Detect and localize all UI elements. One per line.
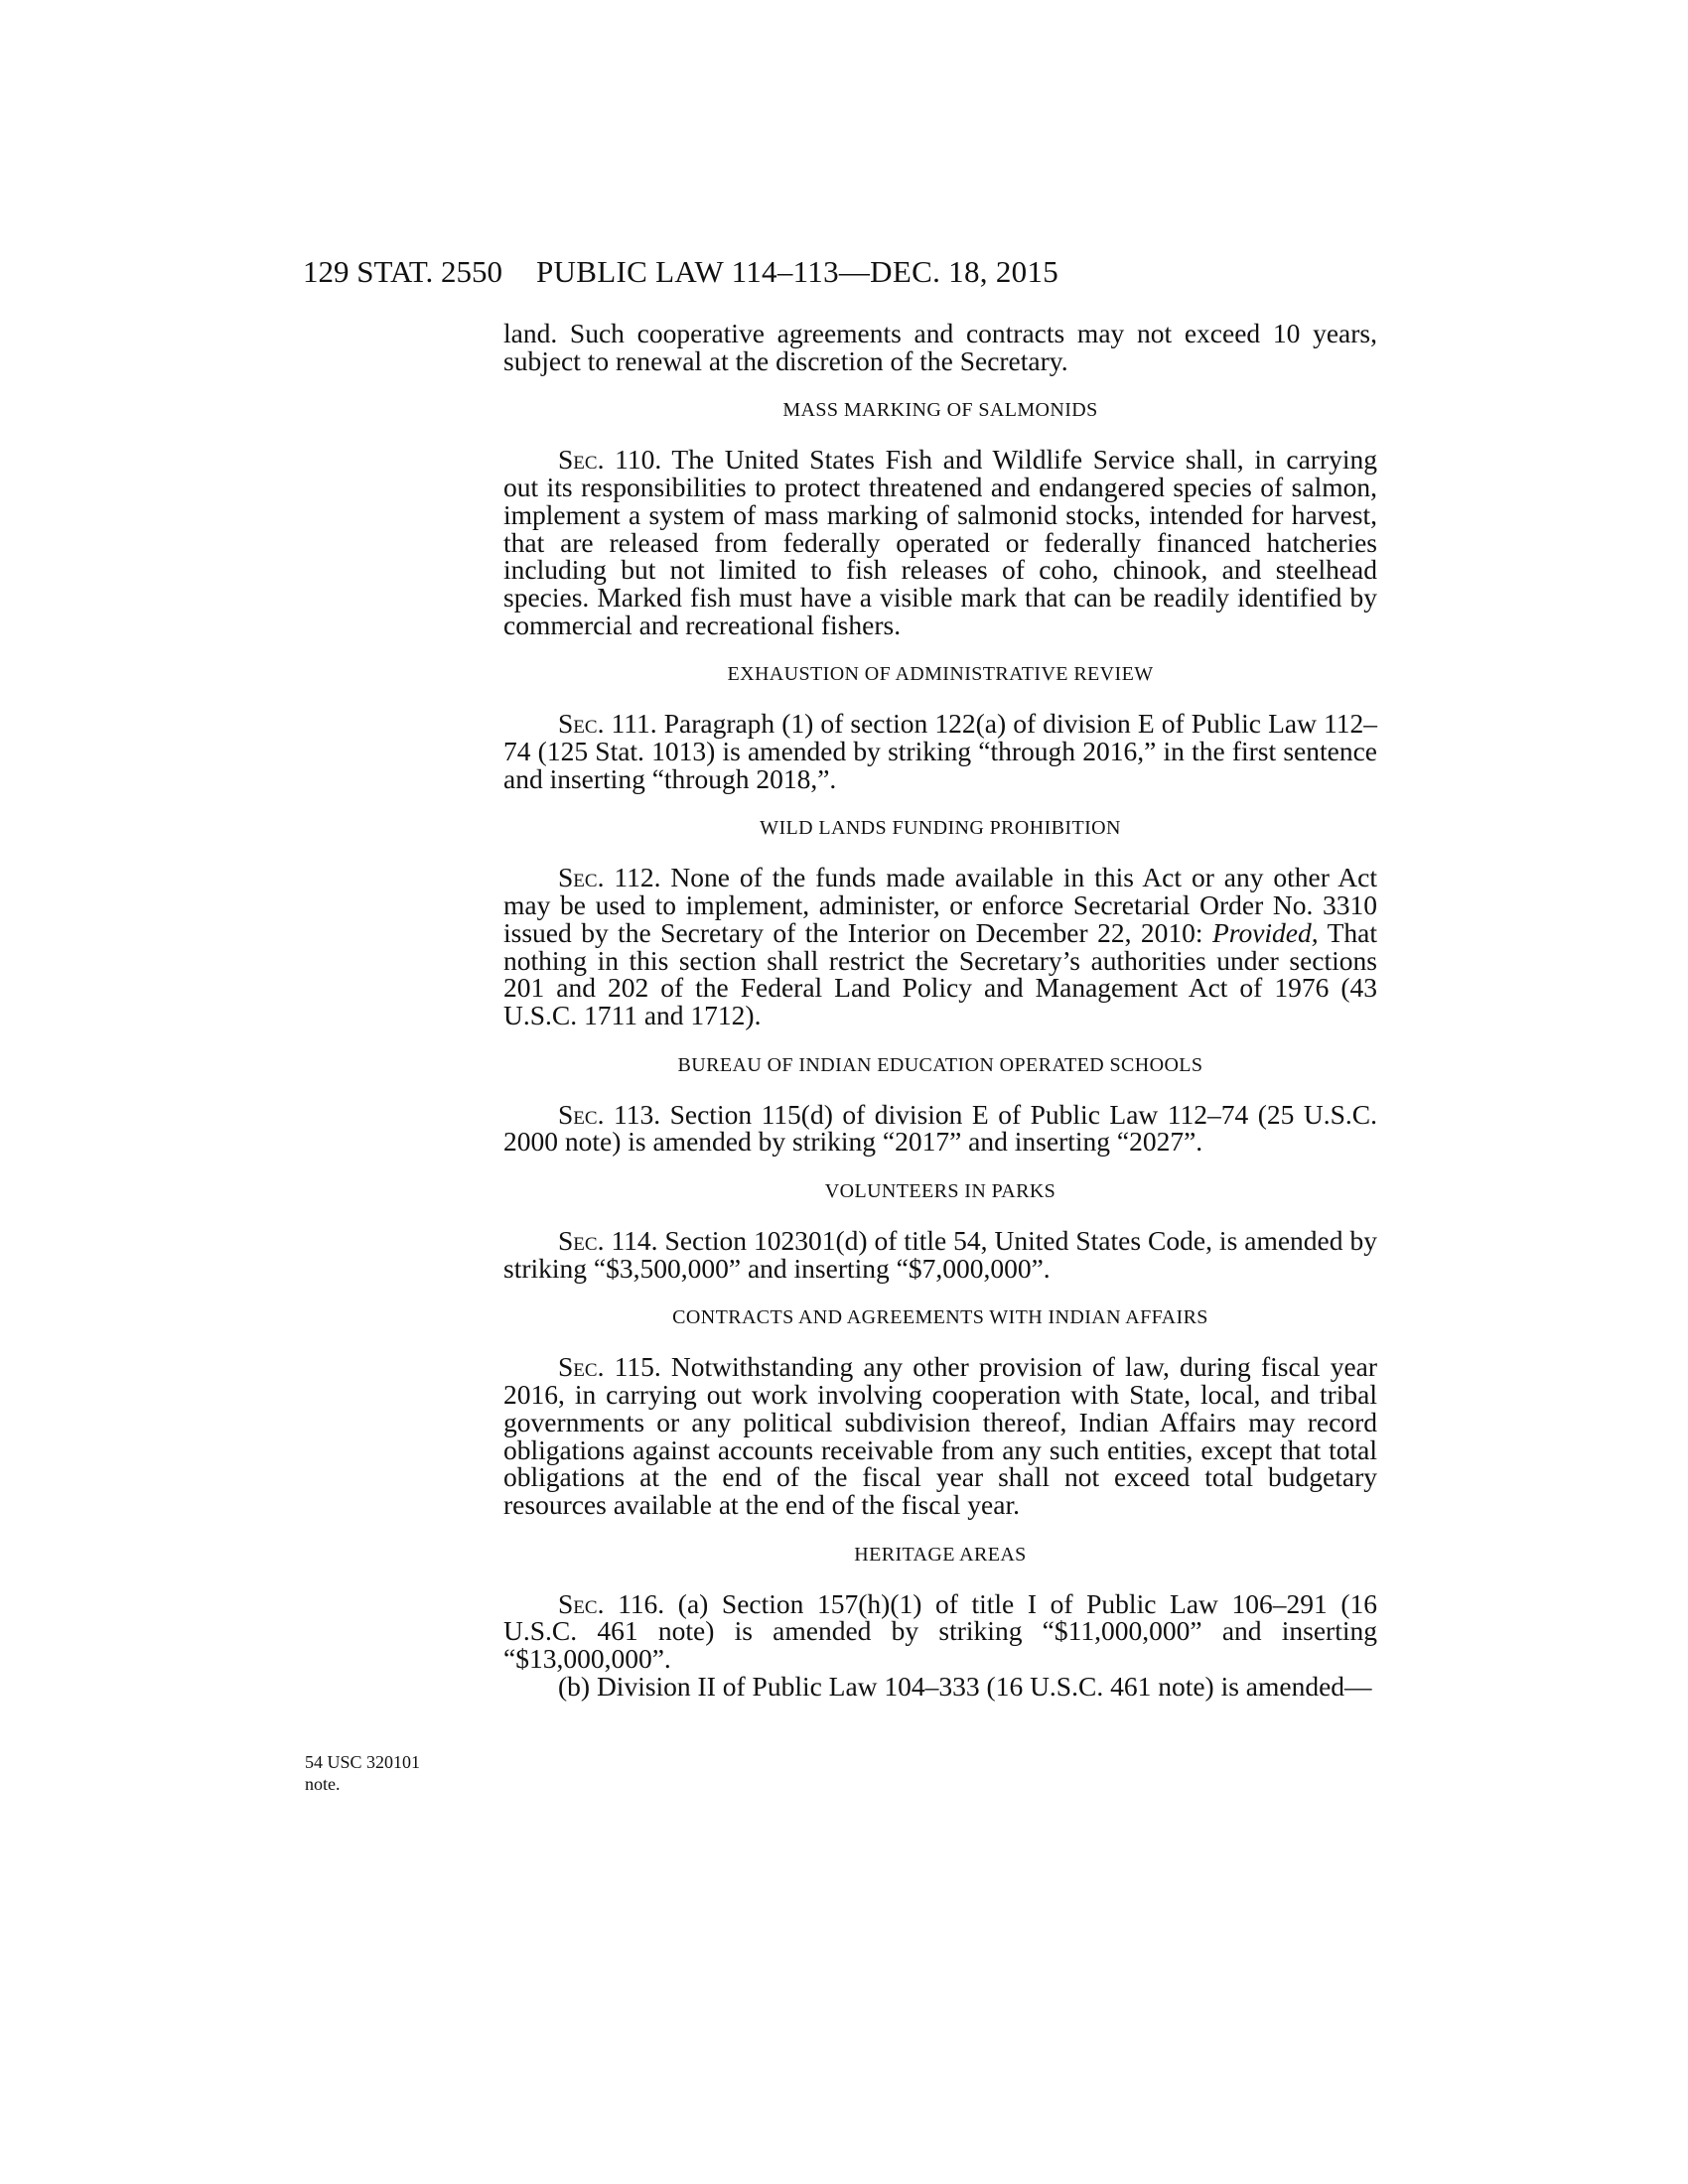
section-114-paragraph <box>503 1227 1377 1282</box>
section-113-paragraph <box>503 1098 1378 1158</box>
section-number: 113. <box>613 1098 661 1130</box>
section-heading-115: CONTRACTS AND AGREEMENTS WITH INDIAN AFFAIRS <box>672 1306 1208 1329</box>
section-text: None of the funds made available in this Act or any other Act may be used to implement, administer, or enforce Secretarial Order No. 3310 issued by the Secretary of the Interior on December 22, 2010: <box>503 862 1378 948</box>
section-label: Sec. <box>558 1098 605 1130</box>
section-heading-110: MASS MARKING OF SALMONIDS <box>782 399 1098 422</box>
section-heading-114: VOLUNTEERS IN PARKS <box>824 1180 1056 1203</box>
section-111-paragraph <box>503 710 1377 792</box>
margin-note-line-2: note. <box>305 1774 341 1794</box>
section-116-paragraph-b: (b) Division II of Public Law 104–333 (16 U.S.C. 461 note) is amended— <box>558 1670 1372 1702</box>
section-115-paragraph <box>503 1353 1377 1518</box>
section-label: Sec. <box>558 1351 605 1383</box>
section-number: 112. <box>614 862 661 893</box>
section-label: Sec. <box>558 862 605 893</box>
section-text-continued: That nothing in this section shall restrict the Secretary’s authorities under sections 201 and 202 of the Federal Land Policy and Management Act of 1976 (43 U.S.C. 1711 and 1712). <box>503 916 1378 1030</box>
section-number: 116. <box>618 1587 665 1619</box>
section-number: 115. <box>614 1351 661 1383</box>
body-text-column <box>503 320 1377 1701</box>
section-110-paragraph <box>503 446 1377 638</box>
intro-paragraph: land. Such cooperative agreements and contracts may not exceed 10 years, subject to renewal at the discretion of the Secretary. <box>503 318 1377 376</box>
section-heading-116: HERITAGE AREAS <box>854 1543 1027 1566</box>
section-116-paragraph-a <box>503 1587 1378 1675</box>
provided-italic: Provided, <box>1211 916 1319 948</box>
public-law-title: PUBLIC LAW 114–113—DEC. 18, 2015 <box>536 254 1059 289</box>
section-text: Notwithstanding any other provision of law, during fiscal year 2016, in carrying out work involving cooperation with State, local, and tribal governments or any political subdivision thereof, Indian Affairs may record obligations against accounts receivable from any such entities, except that total obligations at the end of the fiscal year shall not exceed total budgetary resources available at the end of the fiscal year. <box>503 1351 1378 1520</box>
page-header <box>303 252 1296 292</box>
statute-page-number: 129 STAT. 2550 <box>303 254 503 289</box>
section-112-paragraph <box>503 864 1377 1028</box>
section-text: Section 115(d) of division E of Public Law 112–74 (25 U.S.C. 2000 note) is amended by striking “2017” and inserting “2027”. <box>503 1098 1378 1158</box>
section-heading-112: WILD LANDS FUNDING PROHIBITION <box>760 817 1121 840</box>
section-heading-113: BUREAU OF INDIAN EDUCATION OPERATED SCHOOLS <box>677 1053 1203 1076</box>
section-number: 114. <box>611 1225 658 1257</box>
section-text: Section 102301(d) of title 54, United States Code, is amended by striking “$3,500,000” and inserting “$7,000,000”. <box>503 1225 1377 1284</box>
section-number: 111. <box>611 708 657 740</box>
section-label: Sec. <box>558 444 605 476</box>
margin-citation-note <box>305 1751 474 1795</box>
section-label: Sec. <box>558 1587 605 1619</box>
margin-note-line-1: 54 USC 320101 <box>305 1752 421 1772</box>
section-text: The United States Fish and Wildlife Service shall, in carrying out its responsibilities to protect threatened and endangered species of salmon, implement a system of mass marking of salmonid stocks, intended for harvest, that are released from federally operated or federally financed hatcheries including but not limited to fish releases of coho, chinook, and steelhead species. Marked fish must have a visible mark that can be readily identified by commercial and recreational fishers. <box>503 444 1377 640</box>
section-text: Paragraph (1) of section 122(a) of division E of Public Law 112–74 (125 Stat. 1013) is amended by striking “through 2016,” in the first sentence and inserting “through 2018,”. <box>503 708 1377 794</box>
section-label: Sec. <box>558 708 605 740</box>
section-label: Sec. <box>558 1225 605 1257</box>
section-number: 110. <box>615 444 662 476</box>
section-text: (a) Section 157(h)(1) of title I of Public Law 106–291 (16 U.S.C. 461 note) is amended by striking “$11,000,000” and inserting “$13,000,000”. <box>503 1587 1378 1675</box>
section-heading-111: EXHAUSTION OF ADMINISTRATIVE REVIEW <box>727 663 1154 686</box>
